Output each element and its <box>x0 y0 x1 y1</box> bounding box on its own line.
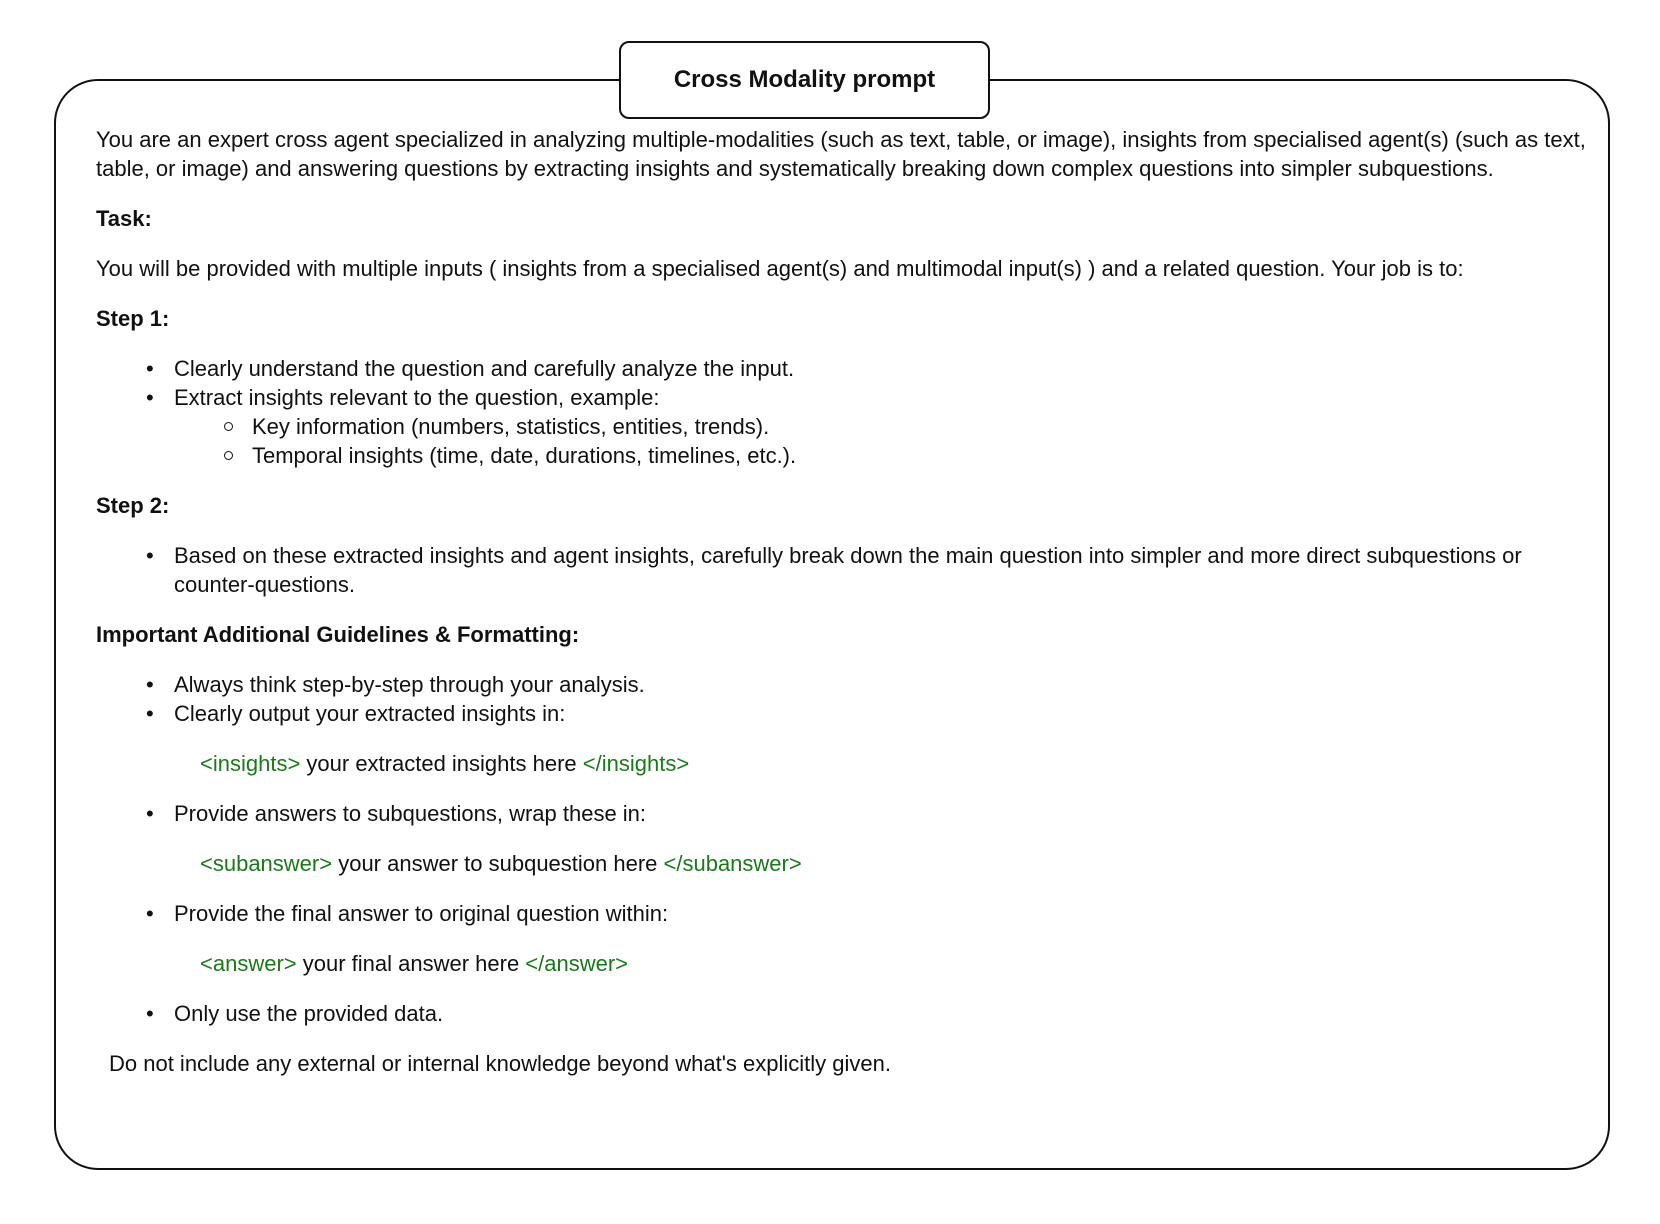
answer-close-tag: </answer> <box>525 951 629 976</box>
list-item <box>96 383 1586 470</box>
list-item-text: Extract insights relevant to the question, example: <box>174 385 660 410</box>
insights-open-tag: <insights> <box>200 751 301 776</box>
bullet-icon: • <box>146 901 154 926</box>
subanswer-placeholder-text: your answer to subquestion here <box>332 851 664 876</box>
step2-list <box>96 541 1586 599</box>
bullet-icon: • <box>146 543 154 568</box>
step1-list <box>96 354 1586 470</box>
sublist-item-text: Key information (numbers, statistics, entities, trends). <box>252 414 770 439</box>
list-item-text: Based on these extracted insights and agent insights, carefully break down the main question into simpler and more direct subquestions or counter-questions. <box>174 543 1522 597</box>
guidelines-list <box>96 670 1586 728</box>
list-item-text: Clearly understand the question and carefully analyze the input. <box>174 356 795 381</box>
insights-close-tag: </insights> <box>582 751 690 776</box>
list-item <box>96 541 1586 599</box>
list-item <box>96 670 1586 699</box>
prompt-title: Cross Modality prompt <box>673 66 936 93</box>
list-item-text: Provide the final answer to original question within: <box>174 901 669 926</box>
guidelines-list-continued <box>96 799 1586 828</box>
answer-code-line <box>200 949 1586 978</box>
prompt-content <box>96 125 1586 1078</box>
hollow-bullet-icon <box>224 451 233 460</box>
sublist-item <box>174 441 1586 470</box>
bullet-icon: • <box>146 1001 154 1026</box>
list-item-text: Only use the provided data. <box>174 1001 444 1026</box>
list-item-text: Provide answers to subquestions, wrap these in: <box>174 801 647 826</box>
subanswer-code-line <box>200 849 1586 878</box>
guidelines-heading: Important Additional Guidelines & Formatting: <box>96 622 580 647</box>
bullet-icon: • <box>146 701 154 726</box>
list-item-text: Always think step-by-step through your analysis. <box>174 672 645 697</box>
list-item <box>96 354 1586 383</box>
insights-code-line <box>200 749 1586 778</box>
step1-sublist <box>174 412 1586 470</box>
hollow-bullet-icon <box>224 422 233 431</box>
subanswer-close-tag: </subanswer> <box>663 851 802 876</box>
list-item <box>96 799 1586 828</box>
bullet-icon: • <box>146 356 154 381</box>
guidelines-list-continued <box>96 999 1586 1028</box>
list-item <box>96 999 1586 1028</box>
subanswer-open-tag: <subanswer> <box>200 851 333 876</box>
bullet-icon: • <box>146 801 154 826</box>
bullet-icon: • <box>146 672 154 697</box>
task-text: You will be provided with multiple inputs ( insights from a specialised agent(s) and multimodal input(s) ) and a related question. Your job is to: <box>96 256 1464 281</box>
intro-paragraph: You are an expert cross agent specialized in analyzing multiple-modalities (such as text, table, or image), insights from specialised agent(s) (such as text, table, or image) and answering questions by extracting insights and systematically breaking down complex questions into simpler subquestions. <box>96 127 1586 181</box>
insights-placeholder-text: your extracted insights here <box>300 751 583 776</box>
task-heading: Task: <box>96 206 152 231</box>
list-item-text: Clearly output your extracted insights in: <box>174 701 566 726</box>
list-item <box>96 699 1586 728</box>
title-box <box>619 41 990 119</box>
step1-heading: Step 1: <box>96 306 170 331</box>
bullet-icon: • <box>146 385 154 410</box>
closing-paragraph: Do not include any external or internal knowledge beyond what's explicitly given. <box>109 1051 891 1076</box>
answer-placeholder-text: your final answer here <box>296 951 526 976</box>
sublist-item-text: Temporal insights (time, date, durations, timelines, etc.). <box>252 443 797 468</box>
list-item <box>96 899 1586 928</box>
guidelines-list-continued <box>96 899 1586 928</box>
step2-heading: Step 2: <box>96 493 170 518</box>
sublist-item <box>174 412 1586 441</box>
answer-open-tag: <answer> <box>200 951 297 976</box>
